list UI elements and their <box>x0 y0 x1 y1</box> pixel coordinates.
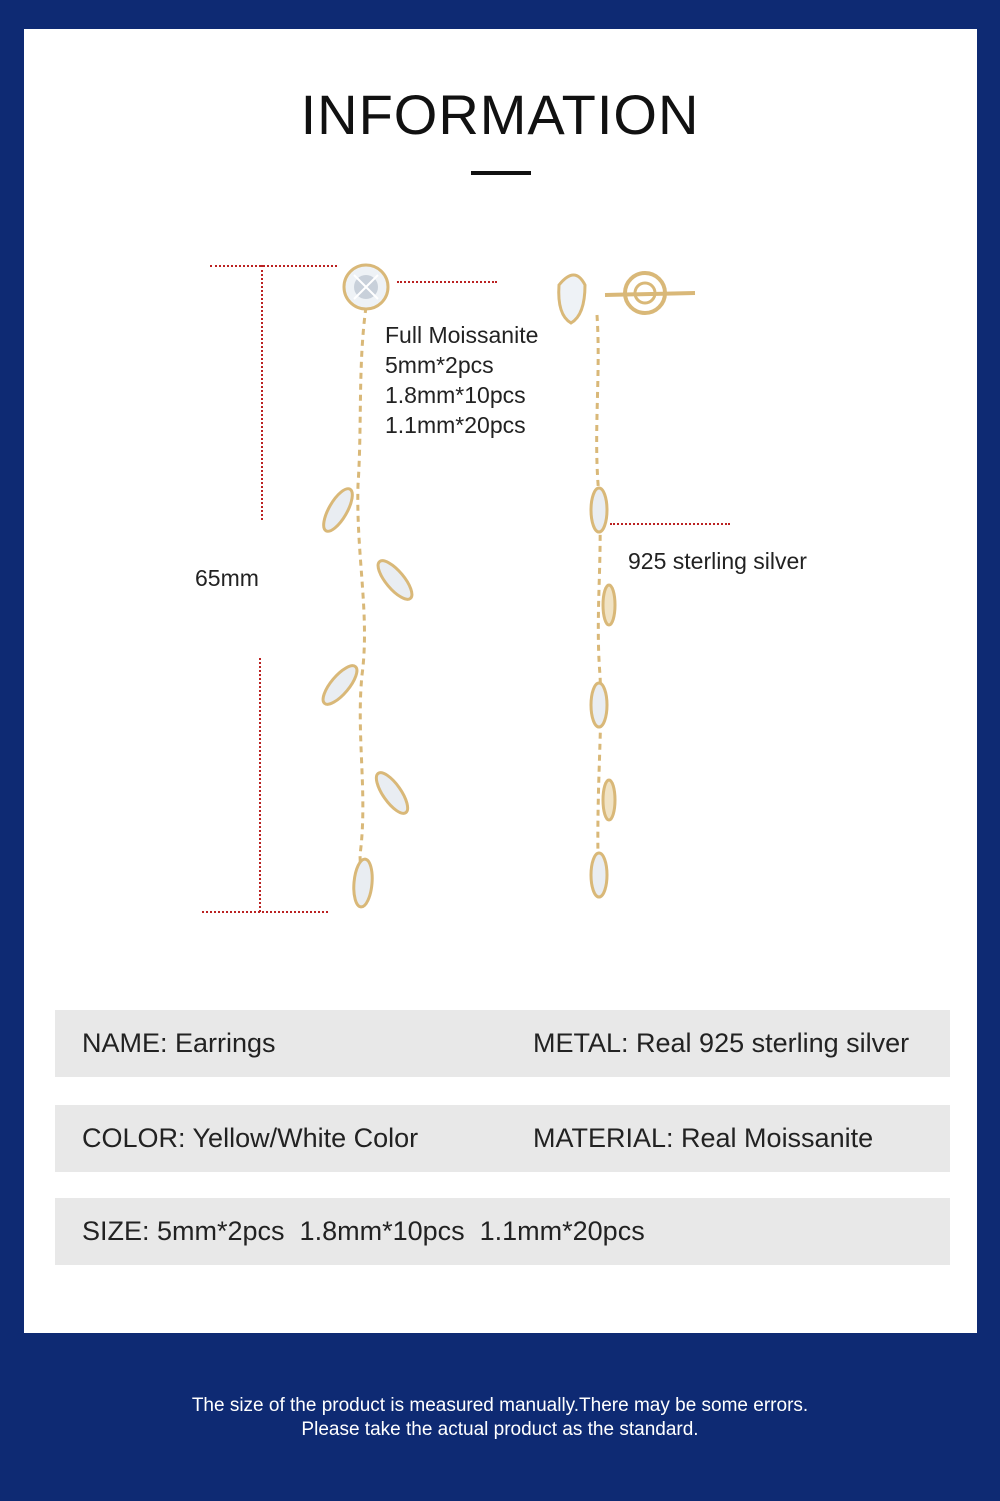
length-label: 65mm <box>195 565 259 591</box>
spec-row-color-material <box>55 1105 950 1172</box>
earring-side-illustration <box>545 255 705 915</box>
stone-label-3: 1.8mm*10pcs <box>385 382 526 408</box>
spec-row-name-metal <box>55 1010 950 1077</box>
metal-label: 925 sterling silver <box>628 548 807 574</box>
stone-label-1: Full Moissanite <box>385 322 539 348</box>
spec-size: SIZE: 5mm*2pcs 1.8mm*10pcs 1.1mm*20pcs <box>82 1216 645 1246</box>
guide-vertical-lower <box>259 658 261 912</box>
spec-color: COLOR: Yellow/White Color <box>82 1123 419 1153</box>
spec-name: NAME: Earrings <box>82 1028 276 1058</box>
stone-label-2: 5mm*2pcs <box>385 352 494 378</box>
spec-material: MATERIAL: Real Moissanite <box>533 1123 874 1153</box>
earring-front-illustration <box>300 255 500 915</box>
guide-vertical-upper <box>261 265 263 520</box>
stone-label-4: 1.1mm*20pcs <box>385 412 526 438</box>
title-divider <box>471 171 531 175</box>
spec-row-size <box>55 1198 950 1265</box>
footer-note-line-1: The size of the product is measured manually.There may be some errors. <box>191 1395 809 1416</box>
footer-note-line-2: Please take the actual product as the standard. <box>301 1419 699 1440</box>
page-title: INFORMATION <box>300 83 700 146</box>
spec-metal: METAL: Real 925 sterling silver <box>533 1028 910 1058</box>
